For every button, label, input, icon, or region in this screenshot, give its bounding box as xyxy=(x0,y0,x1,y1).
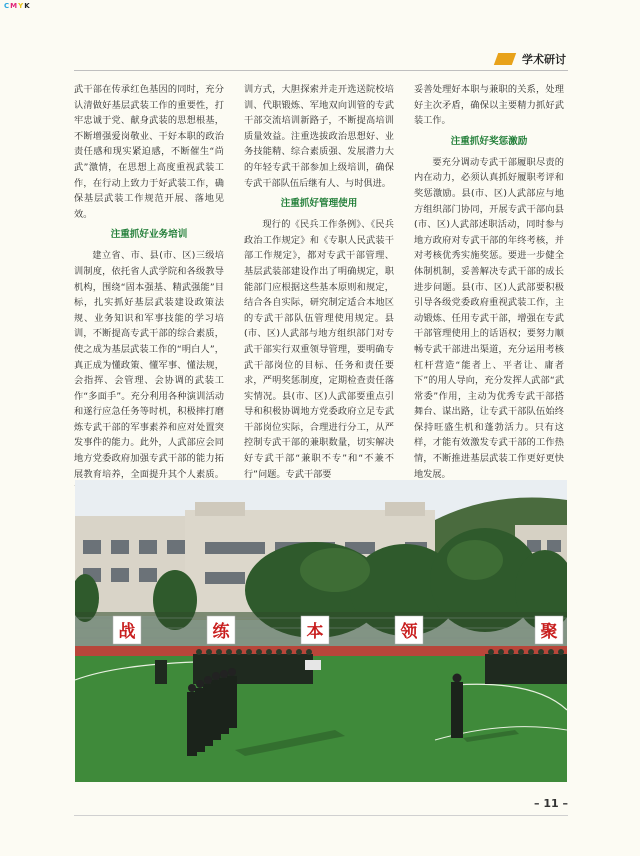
training-photo-illustration xyxy=(75,480,567,782)
print-mark-y: Y xyxy=(18,2,25,10)
print-mark-c: C xyxy=(4,2,11,10)
paragraph: 现行的《民兵工作条例》、《民兵政治工作规定》和《专职人民武装干部工作规定》，都对专武干部管理、基层武装部建设作出了明确规定，职能部门应根据这些基本原则和规定，结合各自实际，研究制定适合本地区的专武干部队伍管理使用规定。县(市、区)人武部与地方组织部门对专武干部实行双重领导管理，要明确专武干部岗位的目标、任务和责任要求，严明奖惩制度，定期检查责任落实情况。县(市、区)人武部要重点引导和积极协调地方党委政府立足专武干部岗位实际，合理进行分工，从严控制专武干部的兼职数量，切实解决好专武干部“兼职不专”和“不兼不行”问题。专武干部要 xyxy=(244,219,394,480)
banner-char-2: 练 xyxy=(212,622,230,642)
banner-char-1: 战 xyxy=(118,622,136,642)
text-column-3 xyxy=(414,82,564,482)
subheading-training: 注重抓好业务培训 xyxy=(110,229,188,241)
text-column-1 xyxy=(74,82,224,498)
header-rule xyxy=(74,70,568,71)
text-column-2 xyxy=(244,82,394,482)
banner-char-5: 聚 xyxy=(540,622,558,642)
section-title: 学术研讨 xyxy=(522,53,566,66)
cmyk-print-marks xyxy=(4,2,31,10)
subheading-incentives: 注重抓好奖惩激励 xyxy=(450,135,528,147)
section-marker-icon xyxy=(494,53,516,65)
paragraph: 武干部在传承红色基因的同时，充分认清做好基层武装工作的重要性，打牢忠诚于党、献身武装的思想根基，不断增强爱岗敬业、干好本职的政治责任感和现实紧迫感，不断催生“尚武”激情，在思想上高度重视武装工作，在行动上致力于好武装工作，确保基层武装工作规范开展、落地见效。 xyxy=(74,84,224,220)
paragraph: 妥善处理好本职与兼职的关系，处理好主次矛盾，确保以主要精力抓好武装工作。 xyxy=(414,84,564,127)
paragraph: 要充分调动专武干部履职尽责的内在动力，必须认真抓好履职考评和奖惩激励。县(市、区)人武部应与地方组织部门协同，开展专武干部向县(市、区)人武部述职活动，同时参与地方政府对专武干部的年终考核，并对考核优秀实施奖惩。要进一步健全体制机制，妥善解决专武干部的成长进步问题。县(市、区)人武部要积极引导各级党委政府重视武装工作，主动锻炼、任用专武干部，增强在专武干部管理使用上的话语权；要努力顺畅专武干部进出渠道，充分运用考核杠杆营造“能者上、平者让、庸者下”的用人导向，充分发挥人武部“武常委”作用，主动为优秀专武干部搭舞台、谋出路，让专武干部队伍始终保持旺盛生机和蓬勃活力。只有这样，才能有效激发专武干部的工作热情，不断推进基层武装工作更好更快地发展。 xyxy=(414,156,564,480)
print-mark-k: K xyxy=(24,2,31,10)
training-photo xyxy=(75,480,567,782)
footer-rule xyxy=(74,815,568,816)
section-header xyxy=(496,48,566,70)
paragraph: 建立省、市、县(市、区)三级培训制度，依托省人武学院和各级教导机构，围绕“固本强基、精武强能”目标，扎实抓好基层武装建设政策法规、业务知识和军事技能的学习培训，不断提高专武干部的综合素质，使之成为基层武装工作的“明白人”，真正成为懂政策、懂军事、懂法规，会指挥、会管理、会协调的武装工作“多面手”。充分利用各种演训活动和遂行应急任务等时机，积极摔打磨炼专武干部的军事素养和应对处置突发事件的能力。此外，人武部应会同地方党委政府加强专武干部的能力拓展教育培养，全面提升其个人素质。 xyxy=(74,250,224,480)
paragraph: 训方式，大胆探索并走开选送院校培训、代职锻炼、军地双向训管的专武干部交流培训新路子，不断提高培训质量效益。注重选拔政治思想好、业务技能精、综合素质强、发展潜力大的年轻专武干部参加上级培训，确保专武干部队伍后继有人、与时俱进。 xyxy=(244,84,394,189)
page-number: – 11 – xyxy=(534,797,568,810)
banner-char-4: 领 xyxy=(400,622,418,642)
subheading-management: 注重抓好管理使用 xyxy=(280,198,358,210)
banner-char-3: 本 xyxy=(306,622,324,642)
print-mark-m: M xyxy=(10,2,19,10)
